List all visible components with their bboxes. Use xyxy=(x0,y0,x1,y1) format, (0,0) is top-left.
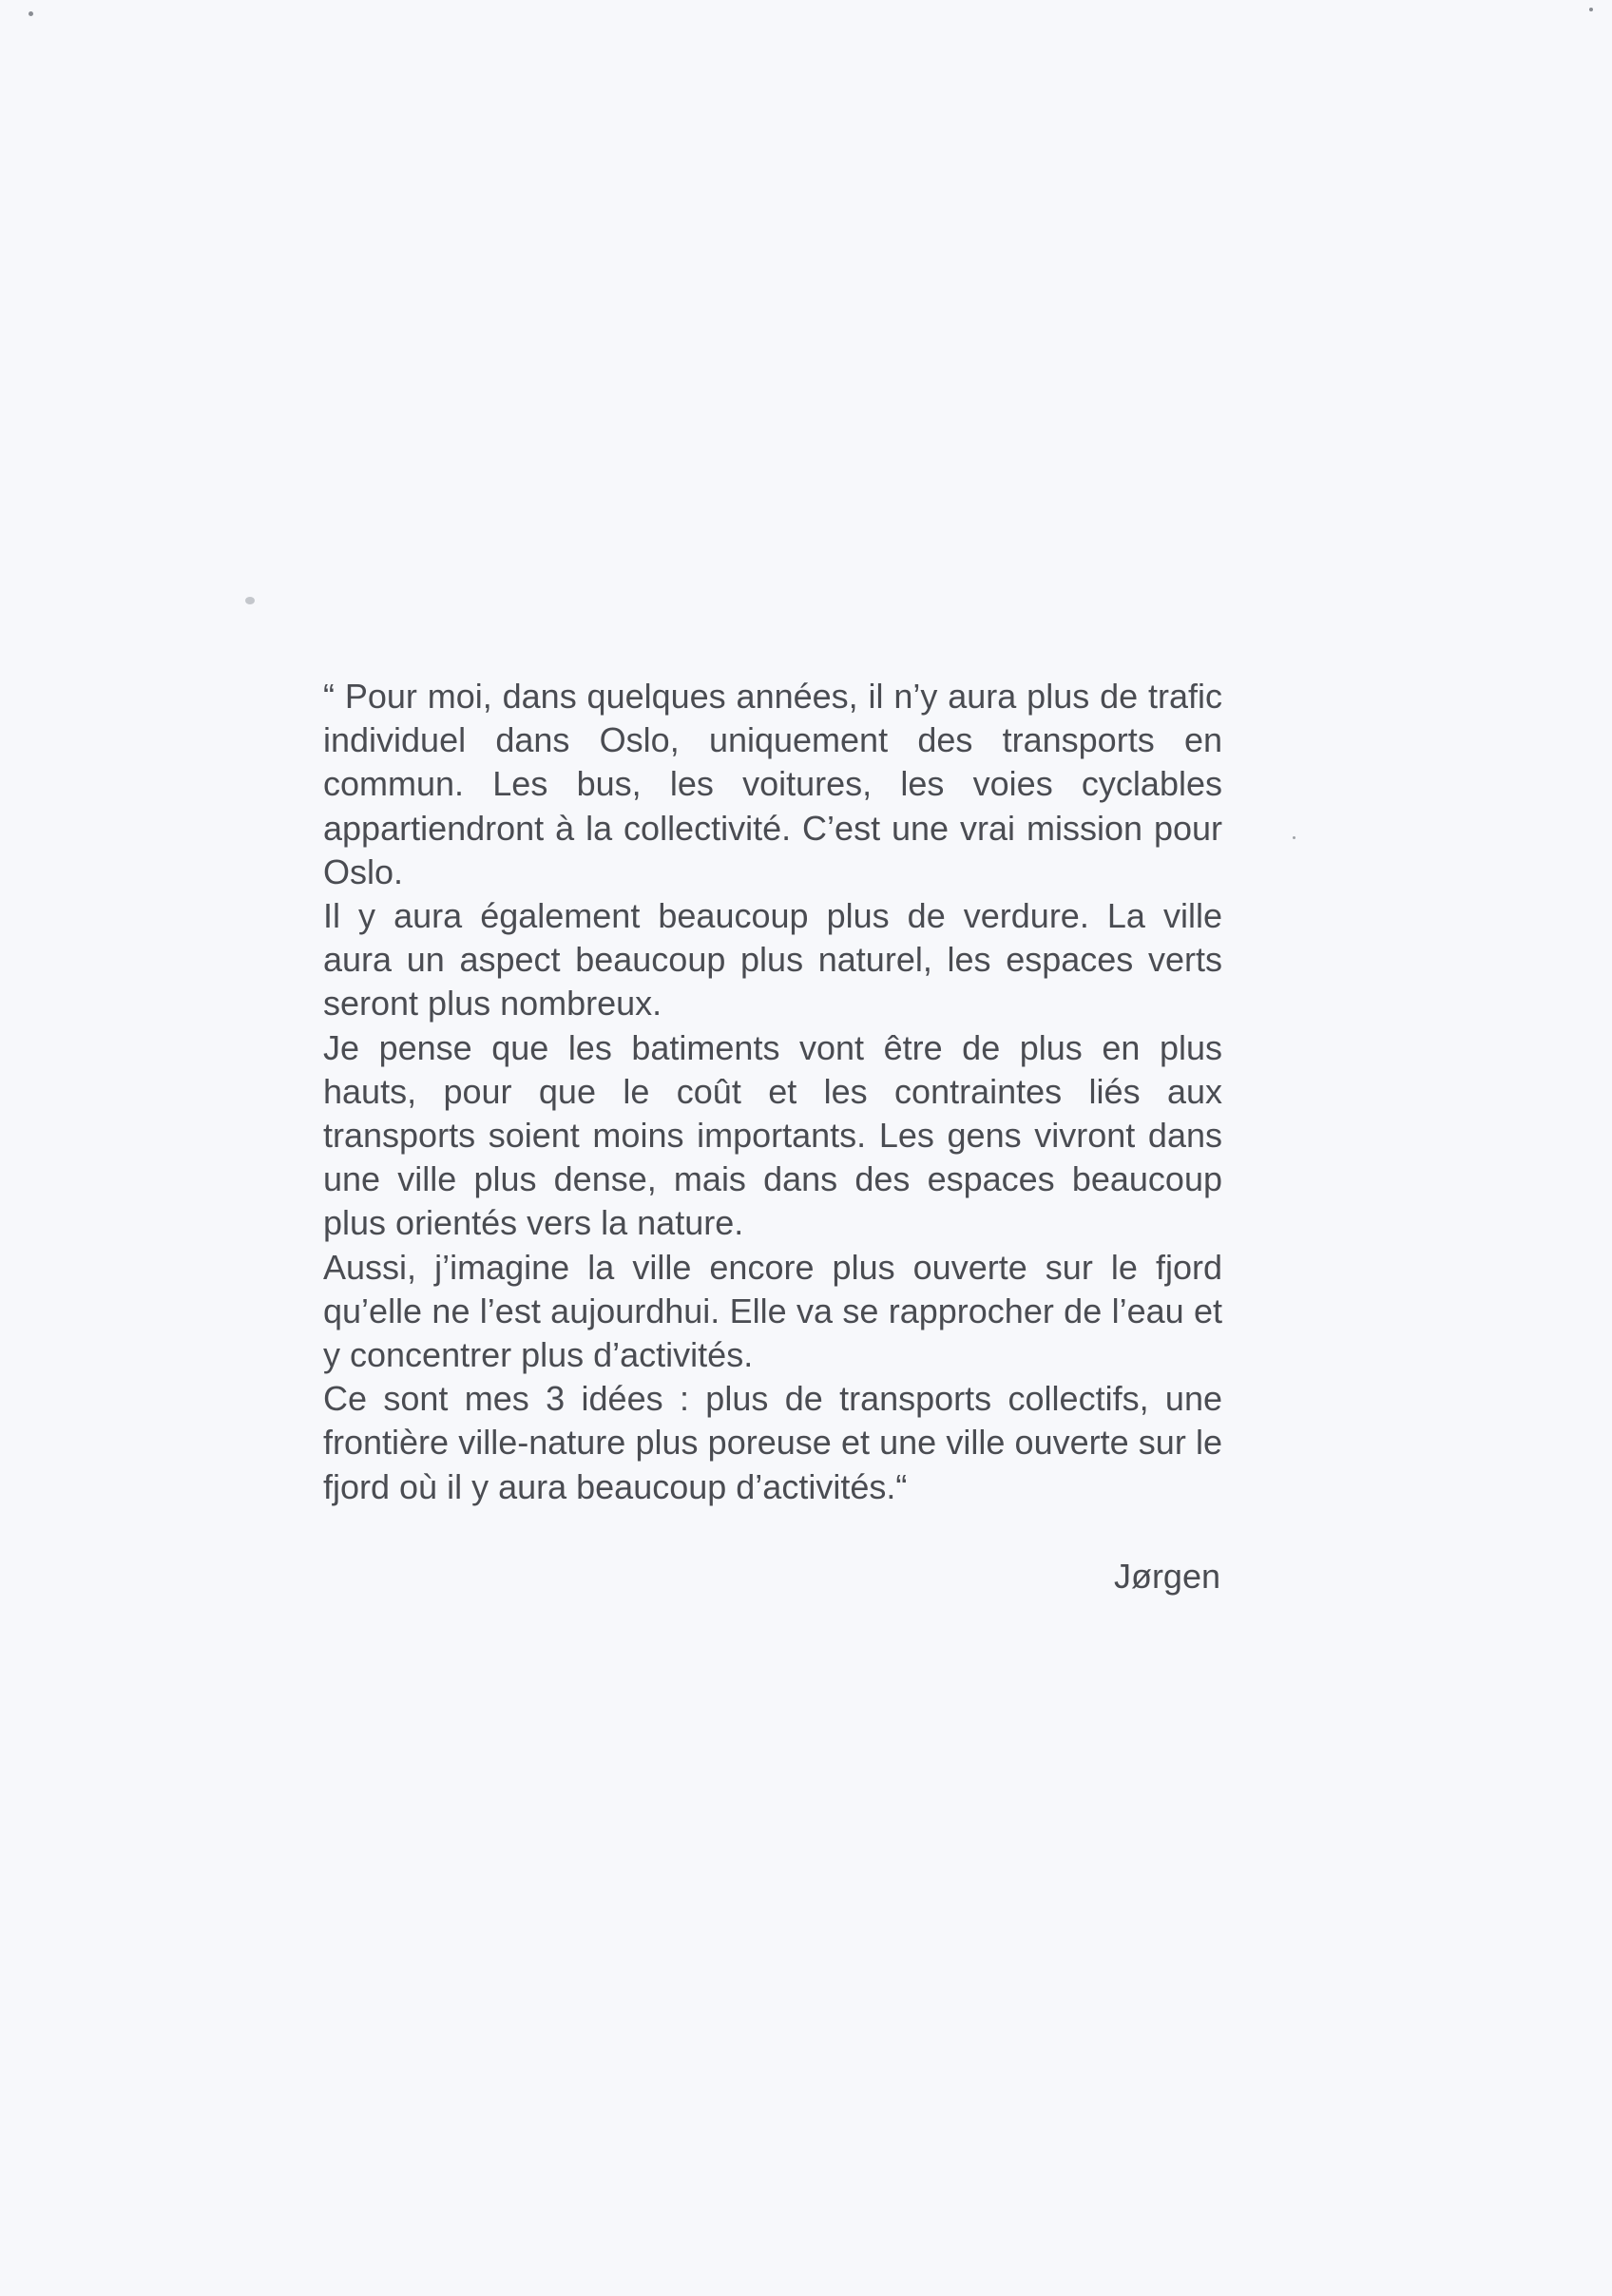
quote-paragraph: Il y aura également beaucoup plus de verdure. La ville aura un aspect beaucoup plus naturel, les espaces verts seront plus nombreux. xyxy=(323,896,1222,1024)
scan-speck xyxy=(1589,8,1593,11)
quote-paragraph: Aussi, j’imagine la ville encore plus ouverte sur le fjord qu’elle ne l’est aujourdhui. Elle va se rapprocher de l’eau et y concentrer plus d’activités. xyxy=(323,1247,1222,1375)
scan-speck xyxy=(29,11,33,16)
author-signature: Jørgen xyxy=(1113,1557,1220,1596)
quote-text xyxy=(323,675,1222,1509)
scan-speck xyxy=(245,597,255,604)
quote-paragraph: Ce sont mes 3 idées : plus de transports collectifs, une frontière ville-nature plus poreuse et une ville ouverte sur le fjord où il y aura beaucoup d’activités.“ xyxy=(323,1379,1222,1506)
quote-paragraph: Je pense que les batiments vont être de plus en plus hauts, pour que le coût et les contraintes liés aux transports soient moins importants. Les gens vivront dans une ville plus dense, mais dans des espaces beaucoup plus orientés vers la nature. xyxy=(323,1027,1222,1243)
quote-paragraph: “ Pour moi, dans quelques années, il n’y aura plus de trafic individuel dans Oslo, uniquement des transports en commun. Les bus, les voitures, les voies cyclables appartiendront à la collectivité. C’est une vrai mission pour Oslo. xyxy=(323,677,1222,891)
scan-speck xyxy=(1293,836,1295,839)
